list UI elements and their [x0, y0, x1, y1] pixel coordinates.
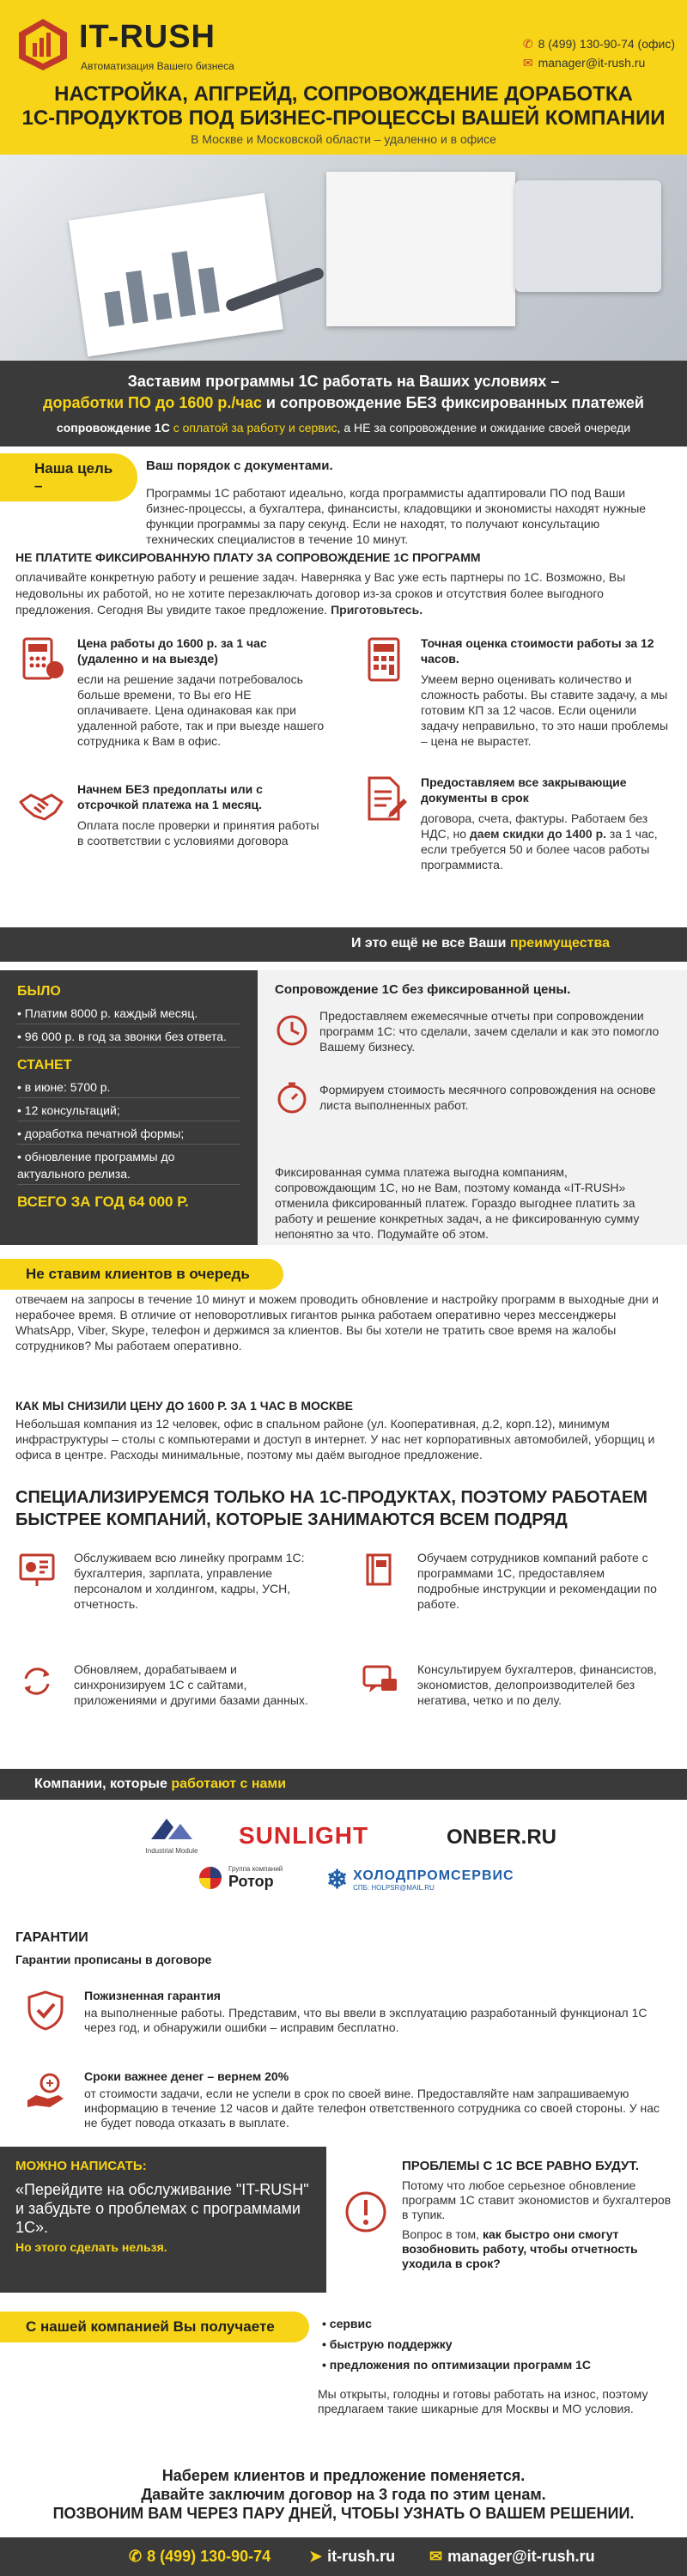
quote-text: «Перейдите на обслуживание "IT-RUSH" и забудьте о проблемах с программами 1С». [15, 2181, 309, 2236]
sync-icon [17, 1662, 57, 1701]
feature-documents-title: Предоставляем все закрывающие документы в срок [421, 775, 627, 805]
queue-section [0, 1254, 687, 1382]
intro-line-2: доработки ПО до 1600 р./час и сопровождение БЕЗ фиксированных платежей [43, 394, 644, 411]
logo-sunlight: SUNLIGHT [239, 1822, 369, 1849]
warning-clock-icon [344, 2190, 388, 2234]
goal-pill: Наша цель – [0, 453, 137, 501]
pricing-text: Формируем стоимость месячного сопровождения на основе листа выполненных работ. [319, 1083, 656, 1112]
became-item: • обновление программы до актуального релиза. [17, 1148, 240, 1185]
get-pill: С нашей компанией Вы получаете [0, 2312, 309, 2342]
logo-onber: ONBER.RU [447, 1826, 557, 1849]
shield-icon [24, 1989, 67, 2032]
intro-line-1: Заставим программы 1С работать на Ваших условиях – [127, 373, 560, 390]
specialize-title: СПЕЦИАЛИЗИРУЕМСЯ ТОЛЬКО НА 1С-ПРОДУКТАХ, ПОЭТОМУ РАБОТАЕМ БЫСТРЕЕ КОМПАНИЙ, КОТОРЫЕ ЗАНИМАЮТСЯ ВСЕМ ПОДРЯД [15, 1488, 647, 1529]
feature-estimate-title: Точная оценка стоимости работы за 12 часов. [421, 636, 654, 665]
page-subtitle: В Москве и Московской области – удаленно и в офисе [191, 132, 496, 146]
final-cta [0, 2466, 687, 2533]
write-section [0, 2147, 687, 2293]
feature-price-title: Цена работы до 1600 р. за 1 час (удаленно и на выезде) [77, 636, 267, 665]
became-item: • в июне: 5700 р. [17, 1078, 240, 1098]
intro-line-3: сопровождение 1С с оплатой за работу и сервис, а НЕ за сопровождение и ожидание своей очереди [56, 421, 631, 434]
brand-tagline: Автоматизация Вашего бизнеса [81, 60, 234, 72]
final-line-3: ПОЗВОНИМ ВАМ ЧЕРЕЗ ПАРУ ДНЕЙ, ЧТОБЫ УЗНАТЬ О ВАШЕМ РЕШЕНИИ. [52, 2505, 635, 2522]
get-list [322, 2313, 591, 2375]
was-label: БЫЛО [17, 984, 61, 999]
footer-phone[interactable]: ✆ 8 (499) 130-90-74 [129, 2548, 271, 2565]
nofix-title: НЕ ПЛАТИТЕ ФИКСИРОВАННУЮ ПЛАТУ ЗА СОПРОВОЖДЕНИЕ 1С ПРОГРАММ [15, 550, 481, 564]
lowered-text: Небольшая компания из 12 человек, офис в спальном районе (ул. Кооперативная, д.2, корп.12), минимум инфраструктуры – столы с компьютерами и доступ в интернет. У нас нет корпоративных автомобилей, уборщиц и офиса в центре. Расходы минимальные, поэтому мы даём выгодное предложение. [15, 1417, 655, 1461]
consult-icon [361, 1662, 400, 1701]
lowered-title: КАК МЫ СНИЗИЛИ ЦЕНУ ДО 1600 Р. ЗА 1 ЧАС В МОСКВЕ [15, 1399, 354, 1413]
timer-icon [275, 1080, 309, 1115]
feature-estimate [361, 635, 669, 773]
feature-prepay [17, 781, 318, 910]
logo-industrial-module: Industrial Module [137, 1815, 206, 1855]
comparison-section [0, 970, 687, 1245]
problems-title: ПРОБЛЕМЫ С 1С ВСЕ РАВНО БУДУТ. [402, 2159, 639, 2173]
logo-rotor: Группа компаний Ротор [198, 1865, 283, 1891]
queue-pill: Не ставим клиентов в очередь [0, 1259, 283, 1290]
problems-text: Потому что любое серьезное обновление программ 1С ставит экономистов и бухгалтеров в тупик. [402, 2178, 672, 2221]
book-icon [361, 1550, 400, 1589]
header-email[interactable]: manager@it-rush.ru [538, 56, 646, 70]
fixed-sum-text: Фиксированная сумма платежа выгодна компаниям, сопровождающим 1С, но не Вам, поэтому команда «IT-RUSH» отменила фиксированный платеж. Гораздо выгоднее платить за работу и решение конкретных задач, а не фиксированную сумму непонятно за что. Подумайте об этом. [275, 1165, 640, 1241]
guarantees-subtitle: Гарантии прописаны в договоре [15, 1953, 212, 1966]
feature-prepay-title: Начнем БЕЗ предоплаты или с отсрочкой платежа на 1 месяц. [77, 782, 263, 811]
intro-band [0, 361, 687, 447]
feature-price [17, 635, 325, 773]
rotor-icon [198, 1865, 223, 1891]
became-label: СТАНЕТ [17, 1058, 72, 1072]
cursor-icon: ➤ [309, 2548, 323, 2565]
feature-documents-text: договора, счета, фактуры. Работаем без НДС, но даем скидки до 1400 р. за 1 час, если требуется 50 и более часов работы программиста. [421, 811, 658, 872]
problems-question: Вопрос в том, как быстро они смогут возобновить работу, чтобы отчетность уходила в срок? [402, 2227, 638, 2270]
header-contacts [523, 34, 675, 72]
hero-document [326, 172, 515, 326]
partners-band [0, 1769, 687, 1800]
hero-laptop-icon [515, 180, 661, 292]
nofix-text: оплачивайте конкретную работу и решение задач. Наверняка у Вас уже есть партнеры по 1С. Возможно, Вы недовольны их работой, но не хотите перезаключать договор из-за сроков и отсутствия более выгодного предложения. Сегодня Вы увидите такое предложение. Приготовьтесь. [15, 570, 626, 617]
guarantee-item: Пожизненная гарантия на выполненные работы. Представим, что вы ввели в эксплуатацию разработанный функционал 1С через год, и обнаружили ошибки – исправим бесплатно. [15, 1989, 668, 2057]
mail-icon: ✉ [522, 56, 533, 70]
feature-price-text: если на решение задачи потребовалось больше времени, то Вы его НЕ оплачиваете. Цена одинаковая как при удаленной работе, так и при выезде нашего сотрудника к Вам в офис. [77, 672, 325, 748]
footer [0, 2537, 687, 2576]
final-line-1: Наберем клиентов и предложение поменяется. [161, 2467, 526, 2484]
final-line-2: Давайте заключим договор на 3 года по этим ценам. [141, 2486, 546, 2503]
problems-panel [326, 2147, 687, 2293]
advantages-band [0, 927, 687, 962]
became-item: • 12 консультаций; [17, 1102, 240, 1121]
report-text: Предоставляем ежемесячные отчеты при сопровождении программ 1С: что сделали, зачем сделали и как это помогло Вашему бизнесу. [319, 1009, 660, 1054]
clock-icon [275, 1013, 309, 1048]
feature-prepay-text: Оплата после проверки и принятия работы в соответствии с условиями договора [77, 818, 319, 848]
partners-logos [0, 1803, 687, 1915]
industrial-module-icon [146, 1815, 198, 1843]
hero-image [0, 155, 687, 361]
no-fixed-price-title: Сопровождение 1С без фиксированной цены. [275, 982, 571, 997]
money-hand-icon [24, 2069, 67, 2112]
nofix-section [0, 537, 687, 623]
quote-foot: Но этого сделать нельзя. [15, 2240, 167, 2254]
footer-site[interactable]: ➤ it-rush.ru [309, 2548, 396, 2565]
presentation-icon [17, 1550, 57, 1589]
phone-icon: ✆ [129, 2548, 143, 2565]
guarantees-title: ГАРАНТИИ [15, 1930, 88, 1945]
phone-icon: ✆ [522, 37, 533, 51]
was-item: • 96 000 р. в год за звонки без ответа. [17, 1028, 240, 1048]
list-item: • предложения по оптимизации программ 1С [322, 2354, 591, 2375]
partners-title: Компании, которые работают с нами [34, 1777, 287, 1791]
total-label: ВСЕГО ЗА ГОД 64 000 Р. [17, 1194, 189, 1210]
handshake-icon [17, 781, 65, 829]
header [0, 0, 687, 155]
brand-name: IT-RUSH [79, 19, 216, 55]
features-grid [0, 627, 687, 919]
footer-email[interactable]: ✉ manager@it-rush.ru [429, 2548, 595, 2565]
logo-holodprom: ❄ ХОЛОДПРОМСЕРВИС СПБ: HOLPSR@MAIL.RU [326, 1866, 514, 1894]
feature-estimate-text: Умеем верно оценивать количество и сложность работы. Вы ставите задачу, а мы готовим КП за 12 часов. Если оценили задачу неправильно, то это наши проблемы – цена не вырастет. [421, 672, 669, 748]
specialize-section: СПЕЦИАЛИЗИРУЕМСЯ ТОЛЬКО НА 1С-ПРОДУКТАХ, ПОЭТОМУ РАБОТАЕМ БЫСТРЕЕ КОМПАНИЙ, КОТОРЫЕ ЗАНИМАЮТСЯ ВСЕМ ПОДРЯД Обслуживаем всю линейку программ 1С: бухгалтерия, зарплата, управление персоналом и холдингом, кадры, УСН, отчетность. Обучаем сотрудников компаний работе с программами 1С, предоставляем подробные инструкции и рекомендации по работе. Обновляем, дорабатываем и синхронизируем 1С с сайтами, приложениями и другими базами данных. Консультируем бухгалтеров, финансистов, экономистов, делопроизводителей без негатива, четко и по делу. [0, 1481, 687, 1769]
calculator-icon [361, 635, 409, 683]
list-item: • быструю поддержку [322, 2334, 591, 2354]
header-phone[interactable]: 8 (499) 130-90-74 (офис) [538, 37, 675, 51]
logo-icon [15, 17, 70, 72]
goal-text: Программы 1С работают идеально, когда программисты адаптировали ПО под Ваши бизнес-процессы, а бухгалтера, финансисты, кладовщики и экономисты находят нужные функции программы за пару секунд. Если не находят, то получают консультацию технических специалистов в течение 10 минут. [146, 486, 647, 546]
guarantee-item: Сроки важнее денег – вернем 20% от стоимости задачи, если не успели в срок по своей вине. Предоставляйте нам запрашиваемую информацию в течение 12 часов и дайте телефон ответственного сотрудника со своей стороны. У нас не будет повода отказать в выплате. [15, 2069, 668, 2138]
quote-label: МОЖНО НАПИСАТЬ: [15, 2159, 147, 2173]
document-icon [361, 775, 409, 823]
goal-title: Ваш порядок с документами. [146, 459, 333, 473]
feature-documents [361, 775, 661, 903]
was-became-panel [0, 970, 258, 1245]
quote-panel [0, 2147, 326, 2293]
lowered-section [0, 1395, 687, 1481]
snowflake-icon: ❄ [326, 1866, 349, 1894]
get-section [0, 2310, 687, 2447]
calculator-icon [17, 635, 65, 683]
became-item: • доработка печатной формы; [17, 1125, 240, 1145]
list-item: • сервис [322, 2313, 591, 2334]
advantages-text: И это ещё не все Ваши преимущества [350, 936, 610, 951]
no-fixed-price-panel [258, 970, 687, 1245]
guarantees-section [0, 1923, 687, 2164]
was-item: • Платим 8000 р. каждый месяц. [17, 1005, 240, 1024]
get-text: Мы открыты, голодны и готовы работать на износ, поэтому предлагаем такие шикарные для Москвы и МО условия. [318, 2387, 648, 2415]
page-title: НАСТРОЙКА, АПГРЕЙД, СОПРОВОЖДЕНИЕ ДОРАБОТКА 1С-ПРОДУКТОВ ПОД БИЗНЕС-ПРОЦЕССЫ ВАШЕЙ КОМПАНИИ [21, 82, 666, 130]
queue-text: отвечаем на запросы в течение 10 минут и можем проводить обновление и настройку программ в выходные дни и нерабочее время. В отличие от неповоротливых гигантов рынка работаем оперативно через мессенджеры WhatsApp, Viber, Skype, телефон и держимся за клиентов. Вы бы хотели не тратить свое время на жалобы сотрудников? Мы работаем оперативно. [15, 1292, 659, 1352]
mail-icon: ✉ [429, 2548, 443, 2565]
